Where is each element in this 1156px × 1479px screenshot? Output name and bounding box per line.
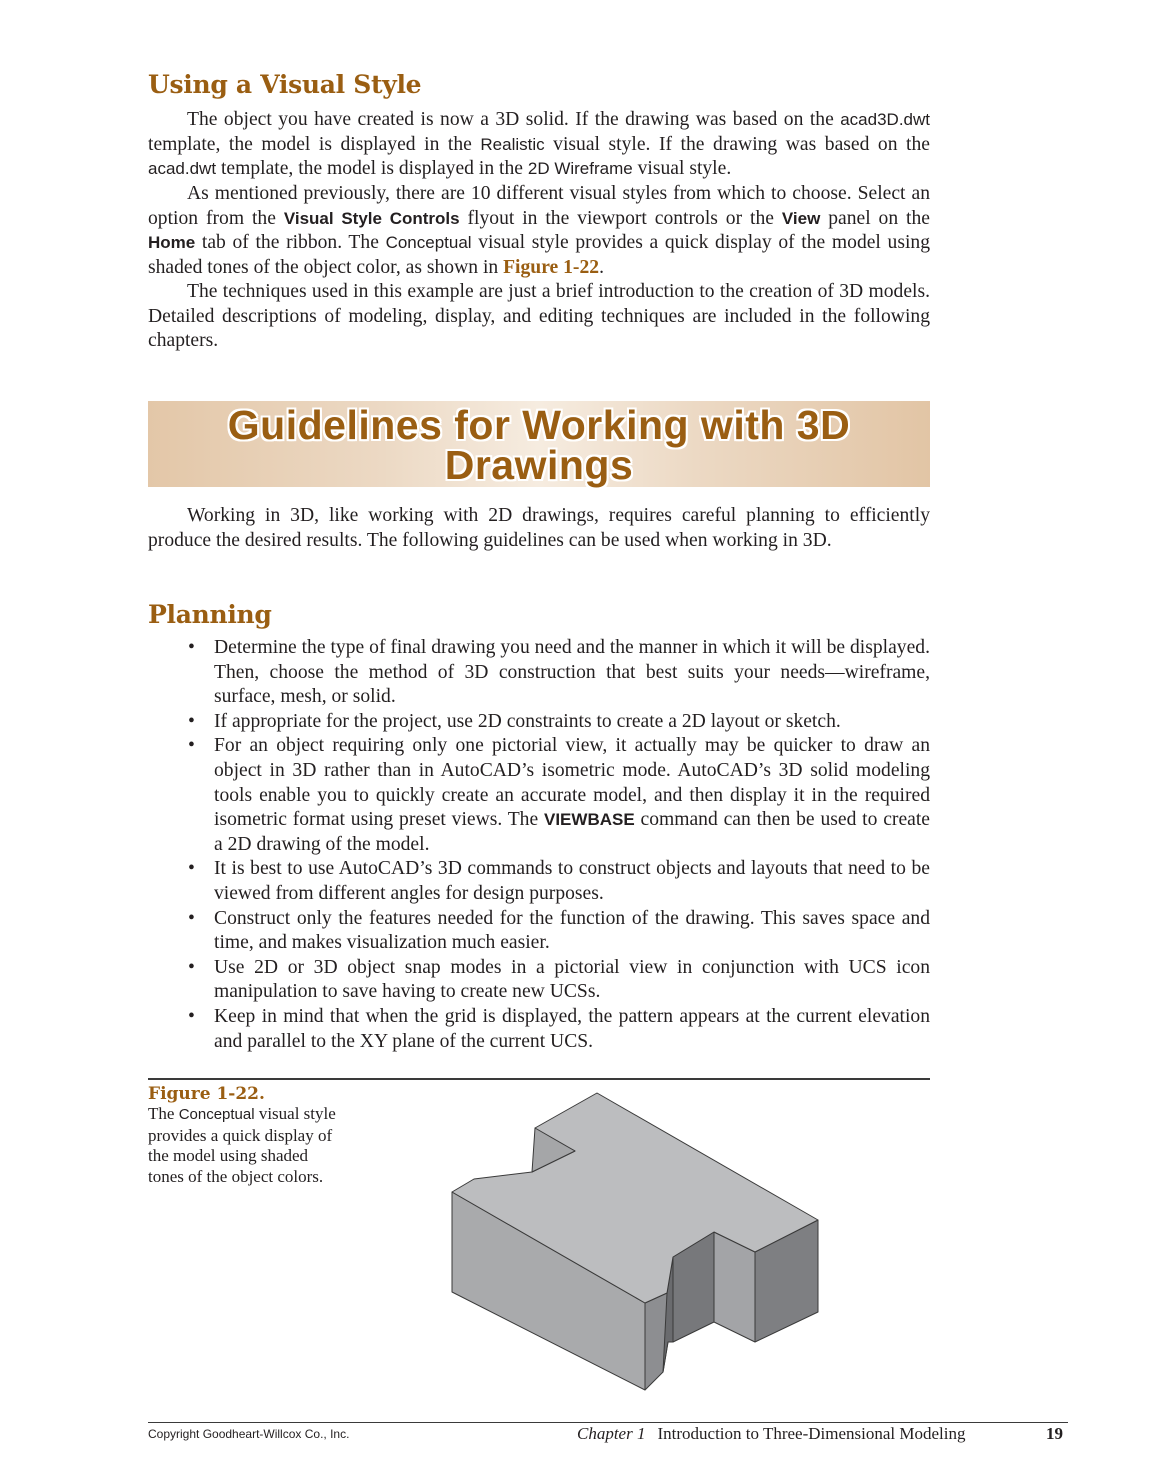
list-item <box>148 734 930 857</box>
ui-term-conceptual: Conceptual <box>178 1106 255 1123</box>
text: flyout in the viewport controls or the <box>459 207 782 229</box>
list-item-text: Determine the type of final drawing you need and the manner in which it will be displayed. Then, choose the method of 3D construction that best suits your needs—wireframe, surface, mesh, or solid. <box>214 637 930 708</box>
text: As mentioned previously, there are 10 different visual styles from which to choose. Select an option from the <box>148 183 930 229</box>
paragraph-visual-style-options <box>148 182 930 280</box>
list-item <box>148 857 930 906</box>
command-viewbase: VIEWBASE <box>544 810 635 830</box>
ui-term-conceptual: Conceptual <box>385 233 472 253</box>
paragraph-visual-style-intro <box>148 108 930 182</box>
bullet-icon: • <box>188 1005 195 1027</box>
text: panel on the <box>820 207 930 229</box>
banner-title-line2: Drawings <box>444 442 634 488</box>
planning-bullet-list <box>148 636 930 1054</box>
text: template, the model is displayed in the <box>216 158 528 180</box>
section-heading-using-visual-style: Using a Visual Style <box>148 70 422 99</box>
text: visual style. If the drawing was based on the <box>544 133 930 155</box>
figure-caption <box>148 1104 338 1187</box>
list-item-text: It is best to use AutoCAD’s 3D commands to construct objects and layouts that need to be viewed from different angles for design purposes. <box>214 858 930 904</box>
list-item-text: If appropriate for the project, use 2D constraints to create a 2D layout or sketch. <box>214 710 841 732</box>
bullet-icon: • <box>188 637 195 658</box>
bullet-icon: • <box>188 735 195 757</box>
list-item-text: For an object requiring only one pictorial view, it actually may be quicker to draw an object in 3D rather than in AutoCAD’s isometric mode. AutoCAD’s 3D solid modeling tools enable you to quickly create an accurate model, and then display it in the required isometric format using preset views. The <box>214 735 930 831</box>
paragraph-techniques <box>148 280 930 354</box>
bullet-icon: • <box>188 710 195 732</box>
ui-term-acad3d-template: acad3D.dwt <box>840 110 930 129</box>
paragraph-guidelines-intro <box>148 504 930 553</box>
text: Working in 3D, like working with 2D drawings, requires careful planning to efficiently produce the desired results. The following guidelines can be used when working in 3D. <box>148 505 930 551</box>
bullet-icon: • <box>188 956 195 978</box>
text: The object you have created is now a 3D solid. If the drawing was based on the <box>187 109 841 130</box>
text: visual style provides a quick display of the model using shaded tones of the object color, as shown in <box>148 232 930 278</box>
banner-title <box>148 401 930 488</box>
ui-term-realistic: Realistic <box>480 134 545 154</box>
list-item-text: command can then be used to create a 2D drawing of the model. <box>214 809 930 855</box>
figure-label: Figure 1-22. <box>148 1084 265 1104</box>
chapter-title: Introduction to Three-Dimensional Modeling <box>657 1424 966 1443</box>
page-number: 19 <box>1046 1424 1063 1443</box>
ui-term-home-tab: Home <box>148 233 196 253</box>
list-item <box>148 907 930 956</box>
figure-reference-link[interactable]: Figure 1-22 <box>503 256 600 278</box>
footer-chapter <box>577 1424 965 1444</box>
list-item <box>148 956 930 1005</box>
text: The <box>148 1104 179 1123</box>
text: The techniques used in this example are just a brief introduction to the creation of 3D models. Detailed descriptions of modeling, display, and editing techniques are included in the following chapters. <box>148 281 930 352</box>
ui-term-view-panel: View <box>781 208 821 228</box>
list-item <box>148 1005 930 1054</box>
text: tab of the ribbon. The <box>195 232 386 254</box>
list-item <box>148 710 930 735</box>
ui-term-2d-wireframe: 2D Wireframe <box>527 159 633 179</box>
banner-title-line1: Guidelines for Working with 3D <box>227 402 851 448</box>
text: visual style provides a quick display of the model using shaded tones of the object colors. <box>148 1104 336 1186</box>
section-heading-planning: Planning <box>148 600 272 629</box>
ui-term-visual-style-controls: Visual Style Controls <box>283 208 460 228</box>
text: visual style. <box>632 158 732 180</box>
text: . <box>599 256 604 278</box>
list-item-text: Keep in mind that when the grid is displayed, the pattern appears at the current elevation and parallel to the XY plane of the current UCS. <box>214 1005 930 1052</box>
section-banner <box>148 401 930 487</box>
bullet-icon: • <box>188 858 195 880</box>
solid-block-icon <box>430 1080 830 1410</box>
list-item-text: Use 2D or 3D object snap modes in a pictorial view in conjunction with UCS icon manipulation to save having to create new UCSs. <box>214 956 930 1003</box>
ui-term-acad-template: acad.dwt <box>148 159 217 179</box>
footer-copyright: Copyright Goodheart-Willcox Co., Inc. <box>148 1427 350 1441</box>
chapter-label: Chapter 1 <box>577 1424 646 1443</box>
bullet-icon: • <box>188 907 195 929</box>
list-item <box>148 636 930 710</box>
text: template, the model is displayed in the <box>148 133 481 155</box>
footer-divider <box>148 1422 1068 1423</box>
list-item-text: Construct only the features needed for the function of the drawing. This saves space and time, and makes visualization much easier. <box>214 907 930 954</box>
figure-image-3d-solid <box>430 1080 830 1410</box>
